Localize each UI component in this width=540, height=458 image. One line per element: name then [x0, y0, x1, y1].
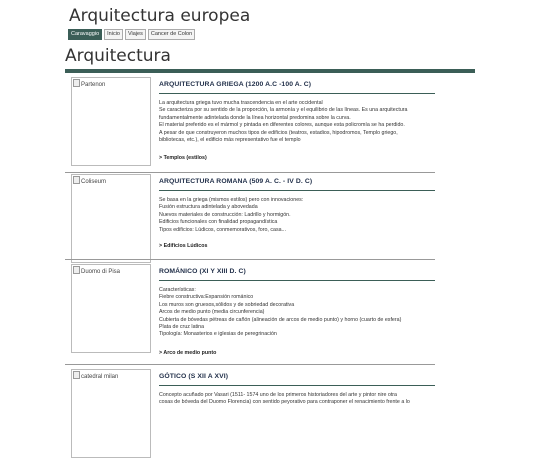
description-line: La arquitectura griega tuvo mucha trascendencia en el arte occidental [159, 100, 323, 106]
broken-image-icon [73, 176, 80, 184]
description-line: Plata de cruz latina [159, 324, 205, 331]
description-line: Se basa en la griega (mismos estilos) pero con innovaciones: [159, 197, 304, 203]
article-title[interactable]: ROMÁNICO (XI Y XIII D. C) [159, 264, 435, 281]
article-image[interactable] [71, 369, 151, 458]
site-title: Arquitectura europea [69, 6, 251, 26]
broken-image-icon [73, 266, 80, 274]
article-image[interactable] [71, 174, 151, 263]
description-line: Tipos edificios: Lúdicos, conmemorativos, foro, casa... [159, 226, 286, 233]
article-description [159, 287, 435, 339]
broken-image-icon [73, 79, 80, 87]
article-separator [65, 172, 435, 173]
description-line: bibliotecas, etc.), el edificio más representativo fue el templo [159, 137, 301, 144]
article-romana [71, 174, 435, 256]
article-description [159, 197, 435, 234]
description-line: Tipología: Monasterios e iglesias de peregrinación [159, 331, 277, 338]
article-image[interactable] [71, 264, 151, 353]
article-separator [65, 259, 435, 260]
read-more-link[interactable]: > Templos (estilos) [159, 155, 207, 161]
article-title[interactable]: ARQUITECTURA GRIEGA (1200 A.C -100 A. C) [159, 77, 435, 94]
top-nav [68, 29, 195, 40]
heading-divider [65, 69, 475, 73]
read-more-link[interactable]: > Edificios Lúdicos [159, 243, 208, 249]
description-line: Los muros son gruesos,sólidos y de sobriedad decorativa [159, 301, 295, 308]
image-alt-text: catedral milan [81, 374, 119, 380]
page-title: Arquitectura [65, 46, 171, 66]
nav-item-caravaggio[interactable]: Caravaggio [68, 29, 102, 40]
description-line: Cubierta de bóvedas pétreas de cañón (alineación de arcos de medio punto) y horno (cuarto de esfera) [159, 316, 402, 323]
description-line: Concepto acuñado por Vasari (1511- 1574 uno de los primeros historiadores del arte y pintor nire otra [159, 392, 398, 398]
article-romanico [71, 264, 435, 359]
description-line: A pesar de que construyeron muchos tipos de edificios (teatros, estadios, hipodromos, Templo griego, [159, 129, 398, 136]
description-line: cosas de bóveda del Duomo Florencia) con sentido peyorativo para contraponer el renacimiento frente a lo [159, 399, 410, 406]
description-line: Edificios funcionales con finalidad propagandística [159, 219, 278, 226]
read-more-link[interactable]: > Arco de medio punto [159, 350, 217, 356]
article-image[interactable] [71, 77, 151, 166]
image-alt-text: Coliseum [81, 179, 107, 185]
nav-item-cancer-de-colon[interactable]: Cancer de Colon [148, 29, 195, 40]
article-title[interactable]: ARQUITECTURA ROMANA (509 A. C. - IV D. C) [159, 174, 435, 191]
nav-item-viajes[interactable]: Viajes [125, 29, 146, 40]
image-alt-text: Duomo di Pisa [81, 269, 121, 275]
article-title[interactable]: GÓTICO (S XII A XVI) [159, 369, 435, 386]
description-line: fundamentalmente adintelada donde la línea horizontal predomina sobre la curva. [159, 114, 351, 121]
description-line: Se caracteriza por su sentido de la proporción, la armonía y el equilibrio de las líneas. Es una arquitectura [159, 107, 408, 114]
description-line: Fiebre constructiva:Expansión románico [159, 294, 254, 301]
description-line: Fusión estructura adintelada y abovedada [159, 204, 258, 211]
description-line: Características: [159, 287, 196, 293]
nav-item-inicio[interactable]: Inicio [104, 29, 123, 40]
description-line: Nuevos materiales de construcción: Ladrillo y hormigón. [159, 211, 291, 218]
article-griega [71, 77, 435, 172]
description-line: Arcos de medio punto (media circunferencia) [159, 309, 265, 316]
article-description [159, 100, 435, 144]
description-line: El material preferido es el mármol y pintada en diferentes colores, aunque esta policromía se ha perdido. [159, 122, 405, 129]
article-gotico [71, 369, 435, 405]
article-separator [65, 364, 435, 365]
broken-image-icon [73, 371, 80, 379]
image-alt-text: Partenon [81, 82, 106, 88]
